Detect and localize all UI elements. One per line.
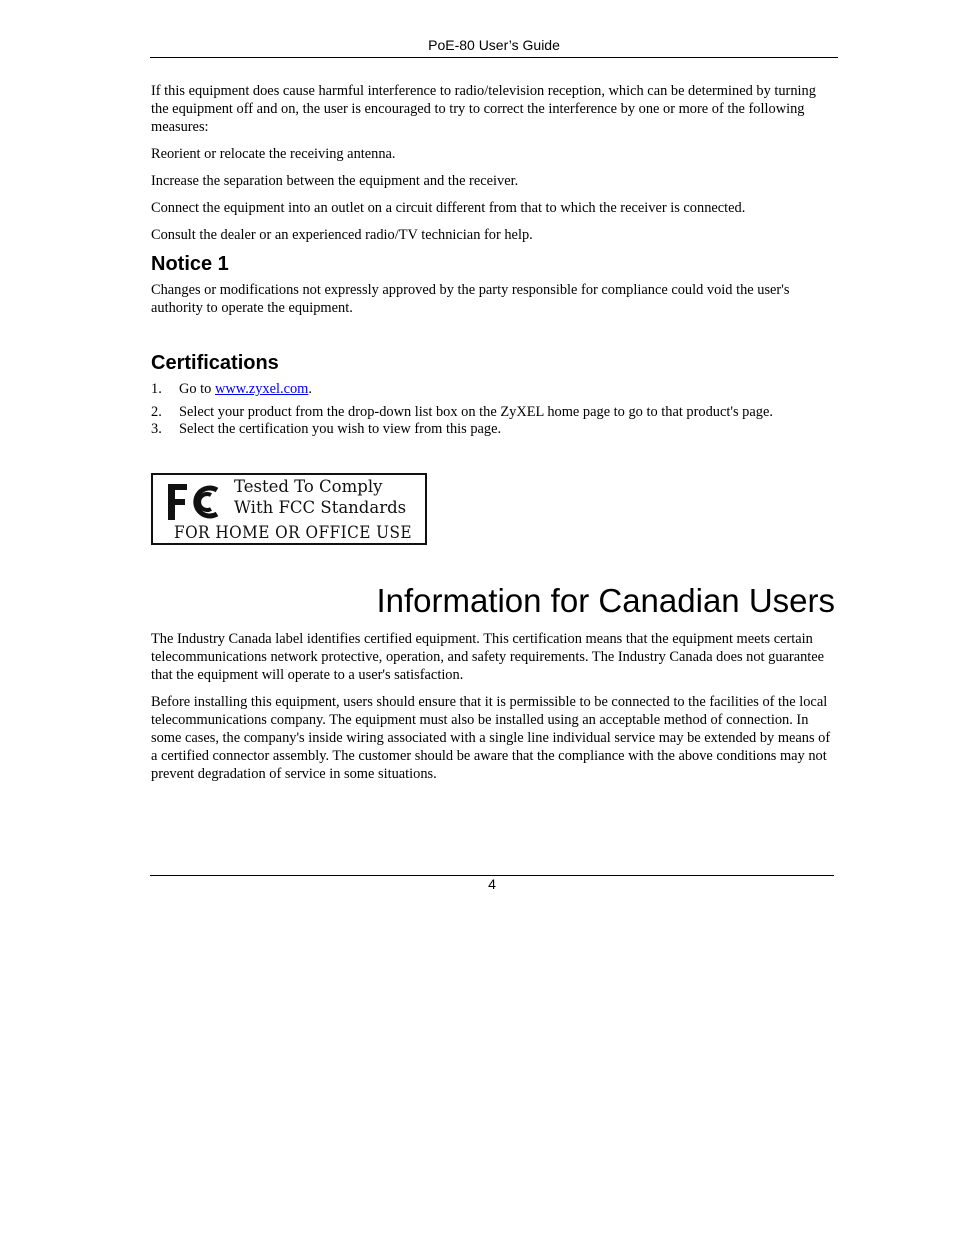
certifications-heading: Certifications: [151, 352, 279, 374]
step-number: 2.: [151, 403, 162, 420]
header-rule: [150, 57, 838, 58]
fcc-label-line: Tested To Comply: [234, 476, 383, 496]
step-text: [179, 381, 312, 399]
page-number: 4: [488, 876, 496, 892]
step-prefix: Go to: [179, 381, 215, 397]
chapter-title: Information for Canadian Users: [376, 581, 835, 619]
measure-item: Reorient or relocate the receiving antenna.: [151, 146, 396, 162]
certification-step: [151, 404, 835, 422]
step-text: Select your product from the drop-down list box on the ZyXEL home page to go to that product's page.: [179, 403, 773, 420]
fcc-label-line: FOR HOME OR OFFICE USE: [174, 522, 413, 543]
measure-item: Consult the dealer or an experienced radio/TV technician for help.: [151, 227, 533, 243]
certification-step: [151, 421, 835, 439]
intro-paragraph: If this equipment does cause harmful interference to radio/television reception, which can be determined by turning the equipment off and on, the user is encouraged to try to correct the interference by one or more of the following measures:: [151, 83, 816, 135]
running-header: PoE-80 User’s Guide: [428, 37, 560, 53]
step-number: 3.: [151, 421, 162, 437]
measure-item: Increase the separation between the equipment and the receiver.: [151, 173, 519, 189]
certification-steps: [151, 381, 835, 439]
certification-step: [151, 381, 835, 399]
step-number: 1.: [151, 381, 162, 397]
step-suffix: .: [308, 381, 312, 397]
fcc-label-line: With FCC Standards: [234, 497, 407, 517]
step-text: Select the certification you wish to view from this page.: [179, 421, 502, 437]
zyxel-website-link[interactable]: www.zyxel.com: [214, 381, 309, 397]
notice-heading: Notice 1: [151, 253, 229, 275]
page-content: [151, 82, 835, 792]
canada-paragraph: Before installing this equipment, users should ensure that it is permissible to be connected to the facilities of the local telecommunications company. The equipment must also be installed using an acceptable method of connection. In some cases, the company's inside wiring associated with a single line individual service may be extended by means of a certified connector assembly. The customer should be aware that the compliance with the above conditions may not prevent degradation of service in some situations.: [151, 693, 831, 782]
canada-paragraph: The Industry Canada label identifies certified equipment. This certification means that the equipment meets certain telecommunications network protective, operation, and safety requirements. The Industry Canada does not guarantee that the equipment will operate to a user's satisfaction.: [151, 630, 825, 683]
fcc-logo-icon: [165, 480, 225, 524]
fcc-compliance-label: [151, 473, 427, 545]
measure-item: Connect the equipment into an outlet on a circuit different from that to which the receiver is connected.: [151, 200, 746, 216]
notice-text: Changes or modifications not expressly approved by the party responsible for compliance could void the user's authority to operate the equipment.: [151, 282, 790, 316]
